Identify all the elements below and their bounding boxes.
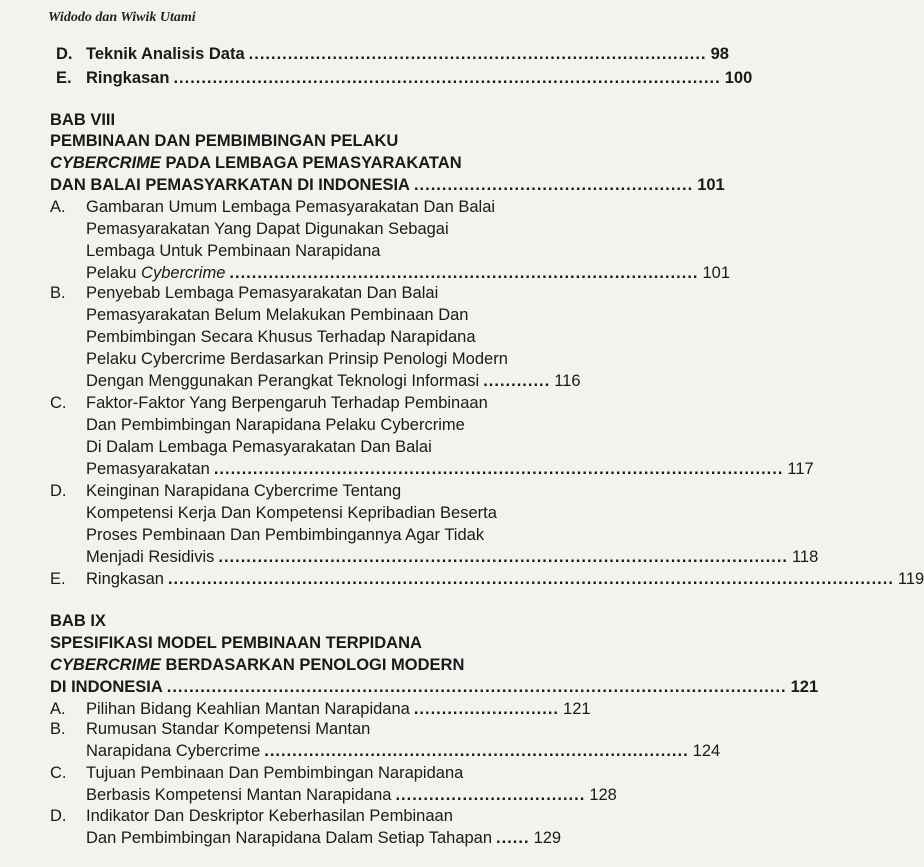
- entry-page: 98: [710, 45, 729, 63]
- entry-page: 121: [563, 700, 591, 718]
- chapter-title-italic: CYBERCRIME: [50, 656, 161, 674]
- entry-line: Keinginan Narapidana Cybercrime Tentang: [86, 482, 402, 500]
- entry-letter: D.: [50, 482, 67, 500]
- entry-line: Dan Pembimbingan Narapidana Pelaku Cybercrime: [86, 416, 465, 434]
- entry-line: Pelaku Cybercrime Berdasarkan Prinsip Penologi Modern: [86, 350, 508, 368]
- chapter-title-entry[interactable]: [50, 677, 819, 697]
- entry-page: 101: [697, 176, 725, 194]
- toc-entry[interactable]: [86, 371, 581, 391]
- entry-line: Kompetensi Kerja Dan Kompetensi Kepribadian Beserta: [86, 504, 497, 522]
- dot-leader: ..................................................................................................: [173, 69, 721, 87]
- entry-line: [86, 263, 225, 283]
- entry-line: Ringkasan: [86, 570, 164, 588]
- entry-title: Teknik Analisis Data: [86, 45, 245, 63]
- entry-letter: E.: [50, 570, 66, 588]
- entry-page: 121: [790, 678, 819, 696]
- running-header: Widodo dan Wiwik Utami: [48, 10, 196, 25]
- entry-line: Menjadi Residivis: [86, 548, 215, 566]
- entry-page: 124: [692, 742, 721, 760]
- toc-entry[interactable]: [56, 68, 753, 88]
- entry-line: Pembimbingan Secara Khusus Terhadap Narapidana: [86, 328, 476, 346]
- dot-leader: ......................................................................................................: [213, 460, 784, 478]
- entry-letter: A.: [50, 198, 66, 216]
- entry-page: 118: [791, 548, 819, 566]
- entry-line: Pemasyarakatan: [86, 460, 210, 478]
- entry-italic: Cybercrime: [141, 264, 226, 282]
- entry-line: Dan Pembimbingan Narapidana Dalam Setiap Tahapan: [86, 829, 493, 847]
- entry-text: Pelaku: [86, 264, 142, 282]
- entry-letter: A.: [50, 700, 66, 718]
- dot-leader: ..........................: [413, 700, 560, 718]
- dot-leader: ..................................................................................: [248, 45, 707, 63]
- dot-leader: ..................................................................................................................................: [167, 570, 894, 588]
- entry-line: Dengan Menggunakan Perangkat Teknologi Informasi: [86, 372, 480, 390]
- entry-page: 128: [589, 786, 617, 804]
- entry-line: Tujuan Pembinaan Dan Pembimbingan Narapidana: [86, 764, 464, 782]
- chapter-title-line: [50, 153, 462, 173]
- chapter-title-line: SPESIFIKASI MODEL PEMBINAAN TERPIDANA: [50, 634, 422, 652]
- entry-letter: D.: [50, 807, 67, 825]
- dot-leader: ..................................: [395, 786, 586, 804]
- dot-leader: ....................................................................................: [229, 264, 699, 282]
- entry-line: Berbasis Kompetensi Mantan Narapidana: [86, 786, 392, 804]
- toc-entry[interactable]: [86, 785, 617, 805]
- entry-line: Faktor-Faktor Yang Berpengaruh Terhadap Pembinaan: [86, 394, 488, 412]
- entry-page: 119: [897, 570, 924, 588]
- entry-letter: E.: [56, 69, 72, 87]
- dot-leader: ......................................................................................................: [218, 548, 788, 566]
- chapter-label: BAB VIII: [50, 111, 116, 129]
- chapter-title-rest: BERDASARKAN PENOLOGI MODERN: [160, 656, 465, 674]
- entry-line: Lembaga Untuk Pembinaan Narapidana: [86, 242, 381, 260]
- chapter-title-line: DI INDONESIA: [50, 678, 163, 696]
- chapter-title-line: DAN BALAI PEMASYARKATAN DI INDONESIA: [50, 176, 410, 194]
- entry-title: Ringkasan: [86, 69, 170, 87]
- toc-entry[interactable]: [86, 263, 731, 283]
- entry-page: 100: [724, 69, 753, 87]
- dot-leader: ............: [483, 372, 551, 390]
- entry-line: Indikator Dan Deskriptor Keberhasilan Pembinaan: [86, 807, 453, 825]
- entry-line: Rumusan Standar Kompetensi Mantan: [86, 720, 371, 738]
- chapter-title-line: PEMBINAAN DAN PEMBIMBINGAN PELAKU: [50, 132, 399, 150]
- entry-page: 117: [787, 460, 814, 478]
- toc-entry[interactable]: [86, 741, 721, 761]
- dot-leader: ...............................................................................................................: [166, 678, 787, 696]
- entry-letter: C.: [50, 394, 67, 412]
- entry-page: 116: [554, 372, 581, 390]
- chapter-title-entry[interactable]: [50, 175, 725, 195]
- chapter-title-line: [50, 655, 464, 675]
- entry-line: Gambaran Umum Lembaga Pemasyarakatan Dan Balai: [86, 198, 496, 216]
- toc-entry[interactable]: [56, 44, 729, 64]
- dot-leader: ......: [496, 829, 530, 847]
- chapter-label: BAB IX: [50, 612, 106, 630]
- entry-line: Penyebab Lembaga Pemasyarakatan Dan Balai: [86, 284, 439, 302]
- entry-page: 101: [702, 264, 731, 282]
- toc-entry[interactable]: [86, 699, 591, 719]
- entry-line: Di Dalam Lembaga Pemasyarakatan Dan Balai: [86, 438, 432, 456]
- dot-leader: ..................................................: [413, 176, 694, 194]
- toc-entry[interactable]: [86, 547, 819, 567]
- toc-entry[interactable]: [86, 459, 814, 479]
- entry-line: Pemasyarakatan Belum Melakukan Pembinaan Dan: [86, 306, 469, 324]
- entry-letter: B.: [50, 284, 66, 302]
- dot-leader: ............................................................................: [264, 742, 689, 760]
- chapter-title-rest: PADA LEMBAGA PEMASYARAKATAN: [160, 154, 462, 172]
- entry-letter: C.: [50, 764, 67, 782]
- entry-line: Pilihan Bidang Keahlian Mantan Narapidana: [86, 700, 410, 718]
- chapter-title-italic: CYBERCRIME: [50, 154, 161, 172]
- entry-line: Narapidana Cybercrime: [86, 742, 261, 760]
- entry-page: 129: [533, 829, 562, 847]
- toc-entry[interactable]: [86, 828, 562, 848]
- entry-line: Pemasyarakatan Yang Dapat Digunakan Sebagai: [86, 220, 449, 238]
- entry-line: Proses Pembinaan Dan Pembimbingannya Agar Tidak: [86, 526, 485, 544]
- entry-letter: D.: [56, 45, 73, 63]
- entry-letter: B.: [50, 720, 66, 738]
- toc-entry[interactable]: [86, 569, 924, 589]
